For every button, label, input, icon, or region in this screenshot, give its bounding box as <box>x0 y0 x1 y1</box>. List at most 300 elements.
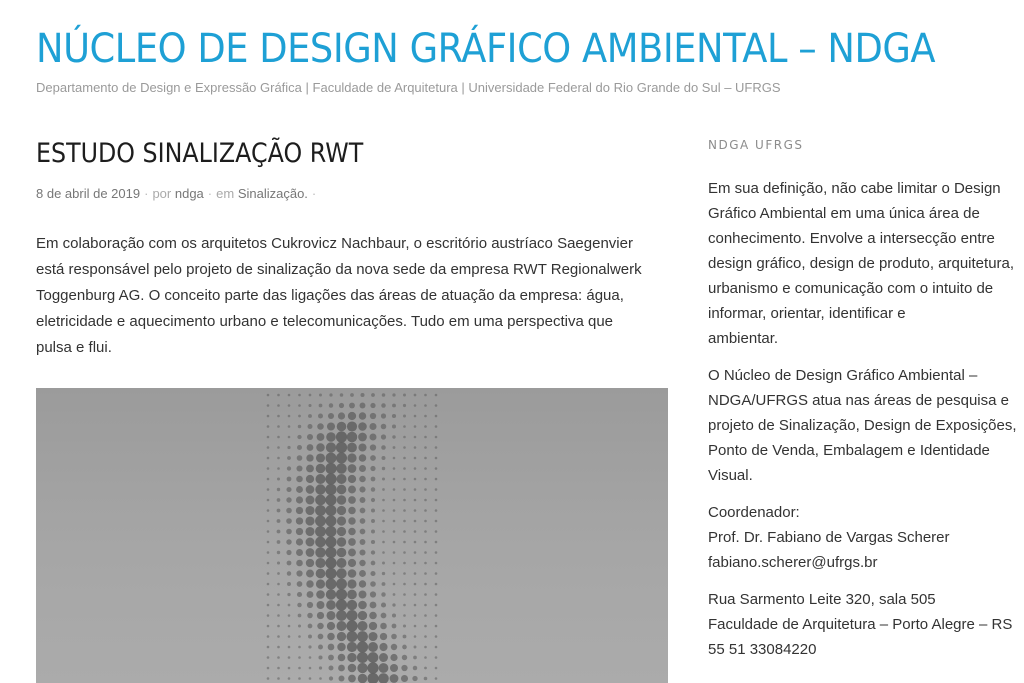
wall-perforation-dot <box>424 667 427 670</box>
wall-perforation-dot <box>286 529 292 535</box>
category-link[interactable]: Sinalização. <box>237 186 308 201</box>
wall-perforation-dot <box>414 541 417 544</box>
wall-perforation-dot <box>381 403 386 408</box>
wall-perforation-dot <box>267 488 270 491</box>
wall-perforation-dot <box>267 457 270 460</box>
wall-perforation-dot <box>297 592 302 597</box>
wall-perforation-dot <box>393 541 396 544</box>
wall-perforation-dot <box>306 485 315 494</box>
wall-perforation-dot <box>267 415 270 418</box>
wall-perforation-dot <box>349 403 355 409</box>
wall-perforation-dot <box>325 494 336 505</box>
wall-perforation-dot <box>424 635 427 638</box>
wall-perforation-dot <box>424 520 427 523</box>
wall-perforation-dot <box>435 656 438 659</box>
wall-perforation-dot <box>307 591 314 598</box>
wall-perforation-dot <box>316 453 325 462</box>
wall-perforation-dot <box>413 656 417 660</box>
wall-perforation-dot <box>306 570 314 578</box>
wall-perforation-dot <box>403 593 406 596</box>
wall-perforation-dot <box>296 560 303 567</box>
wall-perforation-dot <box>325 568 336 579</box>
wall-perforation-dot <box>267 551 270 554</box>
wall-perforation-dot <box>381 413 386 418</box>
wall-perforation-dot <box>403 415 406 418</box>
wall-perforation-dot <box>435 572 438 575</box>
wall-perforation-dot <box>288 614 291 617</box>
wall-perforation-dot <box>370 602 377 609</box>
wall-perforation-dot <box>369 423 376 430</box>
wall-perforation-dot <box>414 404 417 407</box>
post-body-text: Em colaboração com os arquitetos Cukrovicz Nachbaur, o escritório austríaco Saegenvier está responsável pelo projeto de sinalização da nova sede da empresa RWT Regionalwerk Toggenburg AG. O conceito parte das ligações das áreas de atuação da empresa: água, eletricidade e aquecimento urbano e telecomunicações. Tudo em uma perspectiva que pulsa e flui. <box>36 235 642 356</box>
wall-perforation-dot <box>424 457 427 460</box>
wall-perforation-dot <box>403 509 406 512</box>
wall-perforation-dot <box>435 404 438 407</box>
wall-perforation-dot <box>277 677 280 680</box>
wall-perforation-dot <box>435 478 438 481</box>
wall-perforation-dot <box>403 530 406 533</box>
wall-perforation-dot <box>288 604 291 607</box>
wall-perforation-dot <box>435 446 438 449</box>
wall-perforation-dot <box>358 601 367 610</box>
wall-perforation-dot <box>296 486 303 493</box>
wall-perforation-dot <box>435 562 438 565</box>
wall-perforation-dot <box>306 475 314 483</box>
wall-perforation-dot <box>393 583 396 586</box>
wall-perforation-dot <box>347 653 356 662</box>
wall-perforation-dot <box>435 635 438 638</box>
meta-separator: · <box>207 186 213 201</box>
wall-perforation-dot <box>315 495 326 506</box>
wall-perforation-dot <box>286 539 291 544</box>
wall-perforation-dot <box>424 541 427 544</box>
wall-perforation-dot <box>277 572 280 575</box>
wall-perforation-dot <box>357 663 367 673</box>
coordinator-email-link[interactable]: fabiano.scherer@ufrgs.br <box>708 554 878 571</box>
wall-perforation-dot <box>424 488 427 491</box>
wall-perforation-dot <box>391 644 397 650</box>
wall-perforation-dot <box>347 642 357 652</box>
wall-perforation-dot <box>358 422 367 431</box>
wall-perforation-dot <box>371 509 375 513</box>
wall-perforation-dot <box>267 604 270 607</box>
wall-perforation-dot <box>315 505 326 516</box>
wall-perforation-dot <box>414 562 417 565</box>
wall-perforation-dot <box>380 623 387 630</box>
wall-perforation-dot <box>371 498 375 502</box>
wall-perforation-dot <box>392 603 395 606</box>
wall-perforation-dot <box>267 520 270 523</box>
wall-perforation-dot <box>326 589 336 599</box>
wall-perforation-dot <box>286 497 291 502</box>
wall-perforation-dot <box>298 404 301 407</box>
wall-perforation-dot <box>337 485 347 495</box>
wall-perforation-dot <box>288 425 291 428</box>
wall-perforation-dot <box>347 600 357 610</box>
wall-perforation-dot <box>326 453 337 464</box>
wall-perforation-dot <box>309 667 312 670</box>
wall-perforation-dot <box>348 486 356 494</box>
wall-perforation-dot <box>316 443 324 451</box>
wall-perforation-dot <box>390 654 397 661</box>
wall-perforation-dot <box>370 413 376 419</box>
wall-perforation-dot <box>435 583 438 586</box>
wall-perforation-dot <box>424 677 428 681</box>
wall-perforation-dot <box>403 404 406 407</box>
wall-perforation-dot <box>339 403 344 408</box>
wall-perforation-dot <box>337 506 346 515</box>
wall-perforation-dot <box>435 520 438 523</box>
wall-perforation-dot <box>393 457 396 460</box>
wall-perforation-dot <box>414 415 417 418</box>
wall-perforation-dot <box>381 602 386 607</box>
perforated-wall-graphic <box>36 388 668 683</box>
wall-perforation-dot <box>308 404 311 407</box>
wall-perforation-dot <box>277 457 280 460</box>
wall-perforation-dot <box>424 656 427 659</box>
wall-perforation-dot <box>348 675 356 683</box>
wall-perforation-dot <box>371 550 375 554</box>
wall-perforation-dot <box>380 633 387 640</box>
wall-perforation-dot <box>318 645 323 650</box>
wall-perforation-dot <box>393 593 396 596</box>
wall-perforation-dot <box>424 467 427 470</box>
wall-perforation-dot <box>277 593 280 596</box>
wall-perforation-dot <box>315 516 326 527</box>
wall-perforation-dot <box>306 538 315 547</box>
wall-perforation-dot <box>393 499 396 502</box>
wall-perforation-dot <box>360 497 366 503</box>
wall-perforation-dot <box>337 527 346 536</box>
wall-perforation-dot <box>307 444 314 451</box>
wall-perforation-dot <box>359 570 366 577</box>
wall-perforation-dot <box>381 613 387 619</box>
meta-separator: · <box>311 186 317 201</box>
wall-perforation-dot <box>393 478 396 481</box>
wall-perforation-dot <box>326 432 336 442</box>
wall-perforation-dot <box>277 394 280 397</box>
wall-perforation-dot <box>277 625 280 628</box>
wall-perforation-dot <box>382 488 385 491</box>
sidebar-address <box>708 587 1024 662</box>
wall-perforation-dot <box>298 635 301 638</box>
wall-perforation-dot <box>390 664 398 672</box>
wall-perforation-dot <box>337 643 345 651</box>
wall-perforation-dot <box>337 422 347 432</box>
wall-perforation-dot <box>435 394 438 397</box>
wall-perforation-dot <box>277 519 281 523</box>
wall-perforation-dot <box>325 463 336 474</box>
wall-perforation-dot <box>296 570 302 576</box>
wall-perforation-dot <box>267 467 270 470</box>
wall-perforation-dot <box>339 676 345 682</box>
wall-perforation-dot <box>297 603 301 607</box>
wall-perforation-dot <box>309 394 312 397</box>
wall-perforation-dot <box>327 633 334 640</box>
wall-perforation-dot <box>359 580 366 587</box>
wall-perforation-dot <box>392 425 396 429</box>
wall-perforation-dot <box>307 602 313 608</box>
wall-perforation-dot <box>346 610 357 621</box>
wall-perforation-dot <box>414 625 417 628</box>
wall-perforation-dot <box>286 487 291 492</box>
wall-perforation-dot <box>267 541 270 544</box>
wall-perforation-dot <box>403 562 406 565</box>
wall-perforation-dot <box>382 393 386 397</box>
wall-perforation-dot <box>391 634 397 640</box>
wall-perforation-dot <box>267 404 270 407</box>
wall-perforation-dot <box>414 467 417 470</box>
wall-perforation-dot <box>319 404 323 408</box>
wall-perforation-dot <box>308 645 311 648</box>
wall-perforation-dot <box>267 593 270 596</box>
wall-perforation-dot <box>382 562 385 565</box>
wall-perforation-dot <box>414 520 417 523</box>
wall-perforation-dot <box>277 488 280 491</box>
wall-perforation-dot <box>370 444 376 450</box>
wall-perforation-dot <box>371 477 376 482</box>
coordinator-label: Coordenador: <box>708 504 800 521</box>
post-date-link[interactable]: 8 de abril de 2019 <box>36 186 141 201</box>
wall-perforation-dot <box>298 394 301 397</box>
wall-perforation-dot <box>370 434 377 441</box>
wall-perforation-dot <box>326 579 337 590</box>
wall-perforation-dot <box>393 467 396 470</box>
wall-perforation-dot <box>359 549 365 555</box>
wall-perforation-dot <box>414 551 417 554</box>
wall-perforation-dot <box>326 526 337 537</box>
wall-perforation-dot <box>277 551 280 554</box>
wall-perforation-dot <box>424 394 427 397</box>
wall-perforation-dot <box>316 579 325 588</box>
wall-perforation-dot <box>287 571 291 575</box>
wall-perforation-dot <box>348 664 357 673</box>
wall-perforation-dot <box>308 624 313 629</box>
wall-perforation-dot <box>348 464 357 473</box>
wall-perforation-dot <box>360 508 366 514</box>
wall-perforation-dot <box>338 412 345 419</box>
wall-perforation-dot <box>401 675 408 682</box>
wall-perforation-dot <box>315 474 325 484</box>
author-label: por <box>152 186 172 201</box>
wall-perforation-dot <box>277 415 280 418</box>
wall-perforation-dot <box>286 518 292 524</box>
wall-perforation-dot <box>286 550 291 555</box>
wall-perforation-dot <box>359 412 366 419</box>
wall-perforation-dot <box>338 654 346 662</box>
wall-perforation-dot <box>368 652 379 663</box>
wall-perforation-dot <box>267 446 270 449</box>
wall-perforation-dot <box>414 614 417 617</box>
wall-perforation-dot <box>329 393 332 396</box>
wall-perforation-dot <box>296 476 303 483</box>
wall-perforation-dot <box>403 467 406 470</box>
wall-perforation-dot <box>336 431 347 442</box>
wall-perforation-dot <box>369 622 377 630</box>
wall-perforation-dot <box>360 403 366 409</box>
wall-perforation-dot <box>435 457 438 460</box>
site-description: Departamento de Design e Expressão Gráfica | Faculdade de Arquitetura | Universidade Federal do Rio Grande do Sul – UFRGS <box>36 80 781 95</box>
wall-perforation-dot <box>435 488 438 491</box>
wall-perforation-dot <box>424 499 427 502</box>
wall-perforation-dot <box>337 495 346 504</box>
wall-perforation-dot <box>277 467 280 470</box>
wall-perforation-dot <box>287 456 291 460</box>
wall-perforation-dot <box>288 646 291 649</box>
wall-perforation-dot <box>370 581 376 587</box>
wall-perforation-dot <box>357 652 368 663</box>
wall-perforation-dot <box>318 634 324 640</box>
wall-perforation-dot <box>435 509 438 512</box>
post-title[interactable]: ESTUDO SINALIZAÇÃO RWT <box>36 138 364 169</box>
wall-perforation-dot <box>298 646 301 649</box>
category-label: em <box>216 186 235 201</box>
wall-perforation-dot <box>277 604 280 607</box>
wall-perforation-dot <box>401 665 407 671</box>
wall-perforation-dot <box>359 476 366 483</box>
wall-perforation-dot <box>297 455 303 461</box>
wall-perforation-dot <box>317 423 324 430</box>
wall-perforation-dot <box>392 393 395 396</box>
wall-perforation-dot <box>393 520 396 523</box>
wall-perforation-dot <box>318 655 322 659</box>
wall-perforation-dot <box>390 674 399 683</box>
wall-perforation-dot <box>359 591 367 599</box>
wall-perforation-dot <box>336 453 347 464</box>
wall-perforation-dot <box>337 516 346 525</box>
wall-perforation-dot <box>381 592 385 596</box>
wall-perforation-dot <box>336 568 346 578</box>
wall-perforation-dot <box>277 667 280 670</box>
wall-perforation-dot <box>403 614 406 617</box>
wall-perforation-dot <box>350 393 354 397</box>
wall-perforation-dot <box>296 465 302 471</box>
wall-perforation-dot <box>315 484 325 494</box>
wall-perforation-dot <box>267 614 270 617</box>
wall-perforation-dot <box>414 499 417 502</box>
wall-perforation-dot <box>336 579 347 590</box>
wall-perforation-dot <box>367 662 378 673</box>
wall-perforation-dot <box>318 414 323 419</box>
wall-perforation-dot <box>315 537 326 548</box>
wall-perforation-dot <box>435 604 438 607</box>
wall-perforation-dot <box>267 478 270 481</box>
wall-perforation-dot <box>424 436 427 439</box>
wall-perforation-dot <box>267 656 270 659</box>
wall-perforation-dot <box>297 435 301 439</box>
wall-perforation-dot <box>319 677 322 680</box>
wall-perforation-dot <box>414 593 417 596</box>
wall-perforation-dot <box>296 517 303 524</box>
wall-perforation-dot <box>403 624 406 627</box>
sidebar-paragraph-ndga: O Núcleo de Design Gráfico Ambiental – NDGA/UFRGS atua nas áreas de pesquisa e projeto de Sinalização, Design de Exposições, Ponto de Venda, Embalagem e Identidade Visual. <box>708 367 1017 484</box>
wall-perforation-dot <box>337 558 347 568</box>
wall-perforation-dot <box>403 604 406 607</box>
wall-perforation-dot <box>424 509 427 512</box>
wall-perforation-dot <box>296 538 303 545</box>
wall-perforation-dot <box>287 466 291 470</box>
wall-perforation-dot <box>403 457 406 460</box>
wall-perforation-dot <box>316 464 326 474</box>
wall-perforation-dot <box>392 404 396 408</box>
wall-perforation-dot <box>382 467 385 470</box>
wall-perforation-dot <box>309 677 312 680</box>
wall-perforation-dot <box>288 394 291 397</box>
wall-perforation-dot <box>359 560 365 566</box>
wall-perforation-dot <box>435 415 438 418</box>
wall-perforation-dot <box>267 425 270 428</box>
phone-number: 55 51 33084220 <box>708 641 817 658</box>
wall-perforation-dot <box>413 666 418 671</box>
wall-perforation-dot <box>359 465 366 472</box>
wall-perforation-dot <box>338 665 345 672</box>
wall-perforation-dot <box>435 593 438 596</box>
wall-perforation-dot <box>267 394 270 397</box>
wall-perforation-dot <box>381 434 386 439</box>
wall-perforation-dot <box>326 611 335 620</box>
wall-perforation-dot <box>348 496 356 504</box>
wall-perforation-dot <box>403 478 406 481</box>
wall-perforation-dot <box>348 569 357 578</box>
wall-perforation-dot <box>267 646 270 649</box>
wall-perforation-dot <box>357 631 368 642</box>
wall-perforation-dot <box>348 507 356 515</box>
sidebar-widget <box>708 176 1024 674</box>
wall-perforation-dot <box>357 621 367 631</box>
wall-perforation-dot <box>306 465 314 473</box>
wall-perforation-dot <box>347 432 358 443</box>
wall-perforation-dot <box>297 581 303 587</box>
wall-perforation-dot <box>382 477 385 480</box>
sidebar-widget-title: NDGA UFRGS <box>708 138 804 152</box>
wall-perforation-dot <box>267 530 270 533</box>
wall-perforation-dot <box>305 527 314 536</box>
wall-perforation-dot <box>267 499 270 502</box>
author-link[interactable]: ndga <box>174 186 204 201</box>
wall-perforation-dot <box>325 484 336 495</box>
wall-perforation-dot <box>288 677 291 680</box>
wall-perforation-dot <box>358 433 367 442</box>
wall-perforation-dot <box>327 622 335 630</box>
wall-perforation-dot <box>267 572 270 575</box>
wall-perforation-dot <box>414 604 417 607</box>
wall-perforation-dot <box>360 518 366 524</box>
wall-perforation-dot <box>317 612 324 619</box>
wall-perforation-dot <box>277 509 281 513</box>
wall-perforation-dot <box>435 499 438 502</box>
site-title-link[interactable]: NÚCLEO DE DESIGN GRÁFICO AMBIENTAL – NDGA <box>36 26 936 72</box>
wall-perforation-dot <box>403 583 406 586</box>
wall-perforation-dot <box>306 548 315 557</box>
wall-perforation-dot <box>403 551 406 554</box>
wall-perforation-dot <box>298 667 301 670</box>
wall-perforation-dot <box>348 517 355 524</box>
wall-perforation-dot <box>277 656 280 659</box>
wall-perforation-dot <box>308 635 312 639</box>
wall-perforation-dot <box>381 445 386 450</box>
wall-perforation-dot <box>315 547 325 557</box>
address-line-1: Rua Sarmento Leite 320, sala 505 <box>708 591 936 608</box>
wall-perforation-dot <box>328 644 335 651</box>
wall-perforation-dot <box>414 425 417 428</box>
wall-perforation-dot <box>393 446 396 449</box>
wall-perforation-dot <box>348 559 356 567</box>
wall-perforation-dot <box>277 583 280 586</box>
wall-perforation-dot <box>306 580 313 587</box>
wall-perforation-dot <box>277 646 280 649</box>
wall-perforation-dot <box>325 536 336 547</box>
wall-perforation-dot <box>435 614 438 617</box>
